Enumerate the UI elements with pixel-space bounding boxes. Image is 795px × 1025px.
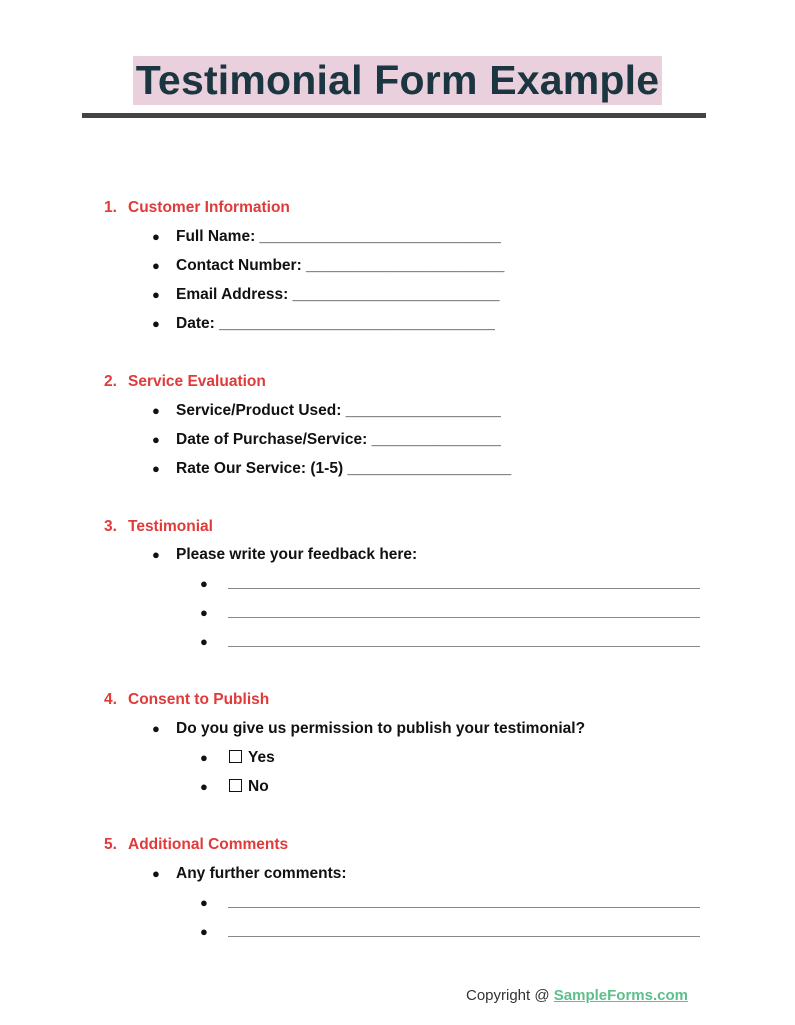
field-blank[interactable]: ___________________ — [347, 460, 512, 477]
field-label: Date: — [176, 315, 215, 332]
bullet-icon: ● — [152, 721, 160, 736]
bullet-icon: ● — [152, 229, 160, 244]
feedback-line-2[interactable] — [104, 603, 724, 632]
checkbox-icon[interactable] — [229, 779, 242, 792]
field-date-of-purchase[interactable] — [104, 430, 724, 459]
section-number: 2. — [104, 373, 117, 390]
option-label: No — [248, 778, 269, 795]
writing-line[interactable] — [228, 588, 700, 589]
section-title: Testimonial — [128, 518, 213, 535]
field-blank[interactable]: ________________________ — [292, 286, 500, 303]
section-number: 3. — [104, 518, 117, 535]
section-title: Customer Information — [128, 199, 290, 216]
title-divider — [82, 113, 706, 118]
feedback-line-1[interactable] — [104, 574, 724, 603]
section-title: Consent to Publish — [128, 691, 270, 708]
bullet-icon: ● — [152, 403, 160, 418]
feedback-prompt — [104, 545, 724, 574]
field-blank[interactable]: ________________________________ — [219, 315, 495, 332]
bullet-icon: ● — [152, 547, 160, 562]
bullet-icon: ● — [200, 750, 208, 765]
bullet-icon: ● — [152, 287, 160, 302]
field-blank[interactable]: ____________________________ — [259, 228, 501, 245]
comments-line-2[interactable] — [104, 922, 724, 951]
bullet-icon: ● — [152, 432, 160, 447]
section-number: 5. — [104, 836, 117, 853]
field-blank[interactable]: _______________ — [371, 431, 501, 448]
brand-link[interactable]: SampleForms.com — [553, 987, 688, 1004]
checkbox-icon[interactable] — [229, 750, 242, 763]
bullet-icon: ● — [200, 779, 208, 794]
consent-option-no[interactable] — [104, 777, 724, 806]
consent-option-yes[interactable] — [104, 748, 724, 777]
page-title: Testimonial Form Example — [133, 56, 663, 105]
bullet-icon: ● — [152, 461, 160, 476]
feedback-line-3[interactable] — [104, 632, 724, 661]
section-number: 4. — [104, 691, 117, 708]
field-label: Rate Our Service: (1-5) — [176, 460, 344, 477]
section-service-evaluation — [104, 372, 724, 488]
field-label: Full Name: — [176, 228, 256, 245]
writing-line[interactable] — [228, 907, 700, 908]
bullet-icon: ● — [200, 634, 208, 649]
copyright-footer — [466, 987, 688, 1004]
section-heading — [104, 517, 724, 537]
bullet-icon: ● — [200, 576, 208, 591]
title-container — [0, 56, 795, 105]
section-testimonial — [104, 517, 724, 661]
bullet-icon: ● — [200, 605, 208, 620]
prompt-text: Any further comments: — [176, 865, 347, 882]
section-customer-information — [104, 198, 724, 343]
field-email-address[interactable] — [104, 285, 724, 314]
field-label: Date of Purchase/Service: — [176, 431, 368, 448]
bullet-icon: ● — [152, 866, 160, 881]
section-heading — [104, 198, 724, 218]
option-label: Yes — [248, 749, 275, 766]
field-blank[interactable]: _______________________ — [306, 257, 505, 274]
bullet-icon: ● — [200, 895, 208, 910]
section-heading — [104, 372, 724, 392]
writing-line[interactable] — [228, 646, 700, 647]
field-label: Email Address: — [176, 286, 289, 303]
writing-line[interactable] — [228, 617, 700, 618]
field-date[interactable] — [104, 314, 724, 343]
writing-line[interactable] — [228, 936, 700, 937]
field-service-product-used[interactable] — [104, 401, 724, 430]
field-label: Service/Product Used: — [176, 402, 342, 419]
field-full-name[interactable] — [104, 227, 724, 256]
prompt-text: Please write your feedback here: — [176, 546, 418, 563]
section-title: Additional Comments — [128, 836, 289, 853]
section-consent-to-publish — [104, 690, 724, 806]
section-title: Service Evaluation — [128, 373, 266, 390]
copyright-text: Copyright @ — [466, 987, 554, 1004]
section-heading — [104, 690, 724, 710]
prompt-text: Do you give us permission to publish your testimonial? — [176, 720, 586, 737]
bullet-icon: ● — [200, 924, 208, 939]
comments-prompt — [104, 864, 724, 893]
field-blank[interactable]: __________________ — [345, 402, 501, 419]
bullet-icon: ● — [152, 258, 160, 273]
field-label: Contact Number: — [176, 257, 302, 274]
comments-line-1[interactable] — [104, 893, 724, 922]
field-rate-service[interactable] — [104, 459, 724, 488]
section-heading — [104, 835, 724, 855]
section-additional-comments — [104, 835, 724, 951]
consent-question — [104, 719, 724, 748]
section-number: 1. — [104, 199, 117, 216]
field-contact-number[interactable] — [104, 256, 724, 285]
bullet-icon: ● — [152, 316, 160, 331]
